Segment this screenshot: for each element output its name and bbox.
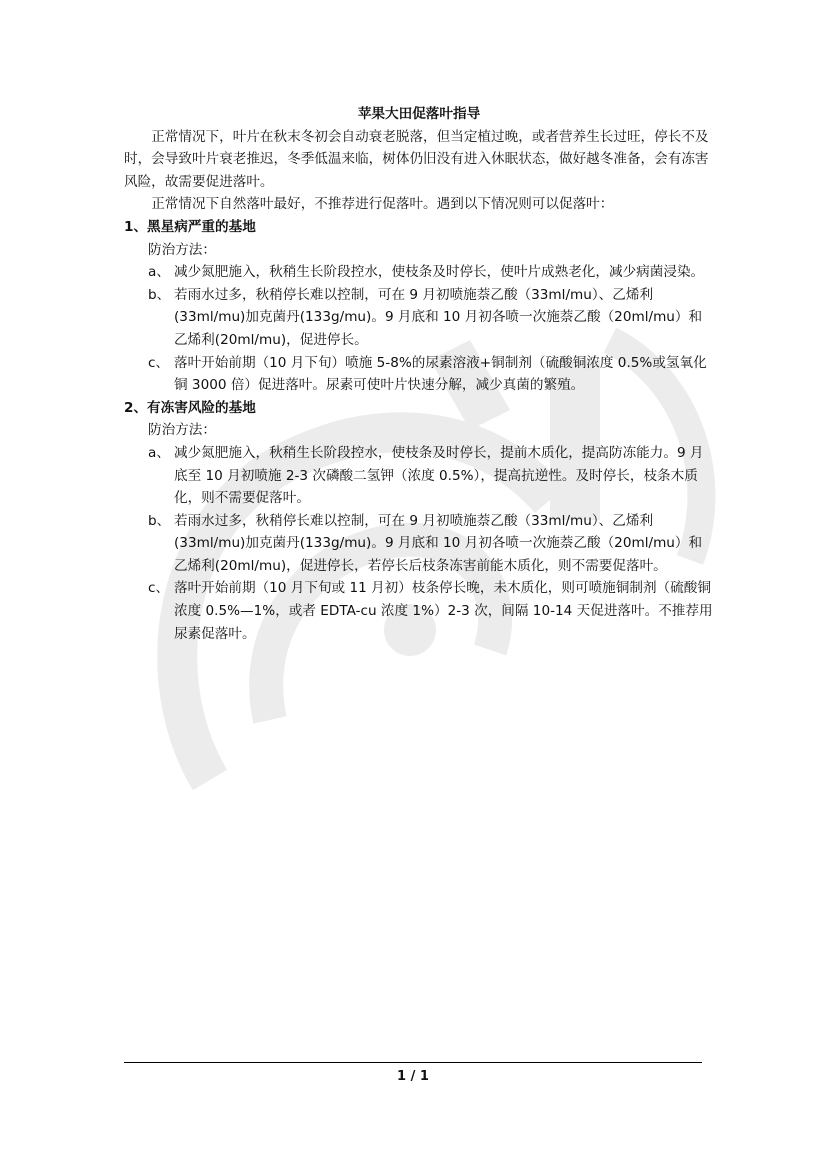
list-item-text: 减少氮肥施入，秋稍生长阶段控水，使枝条及时停长，提前木质化，提高防冻能力。9 月底至 10 月初喷施 2-3 次磷酸二氢钾（浓度 0.5%），提高抗逆性。及时停长，枝条木质化，则不需要促落叶。 [174, 444, 704, 507]
list-item [124, 442, 714, 510]
list-item [124, 510, 714, 578]
list-marker: b、 [148, 512, 171, 529]
list-marker: b、 [148, 286, 171, 303]
method-label: 防治方法： [148, 241, 216, 258]
list-marker: c、 [148, 354, 170, 371]
list-item [124, 577, 714, 645]
page-number: 1 / 1 [397, 1069, 429, 1084]
list-item-text: 若雨水过多，秋稍停长难以控制，可在 9 月初喷施萘乙酸（33ml/mu）、乙烯利(33ml/mu)加克菌丹(133g/mu)。9 月底和 10 月初各喷一次施萘乙酸（20ml/mu）和乙烯利(20ml/mu)，促进停长。 [174, 286, 703, 348]
list-marker: c、 [148, 580, 170, 597]
section-heading: 1、黑星病严重的基地 [124, 218, 256, 235]
document-title: 苹果大田促落叶指导 [357, 106, 481, 122]
list-marker: a、 [148, 444, 170, 461]
document-body [124, 103, 714, 645]
list-item-text: 落叶开始前期（10 月下旬或 11 月初）枝条停长晚，未木质化，则可喷施铜制剂（硫酸铜浓度 0.5%—1%，或者 EDTA-cu 浓度 1%）2-3 次，间隔 10-14 天促进落叶。不推荐用尿素促落叶。 [174, 580, 713, 642]
intro-paragraph: 正常情况下自然落叶最好，不推荐进行促落叶。遇到以下情况则可以促落叶： [151, 196, 614, 213]
list-item [124, 284, 714, 352]
list-marker: a、 [148, 264, 170, 281]
list-item [124, 261, 714, 284]
list-item-text: 减少氮肥施入，秋稍生长阶段控水，使枝条及时停长，使叶片成熟老化，减少病菌浸染。 [174, 264, 705, 281]
footer-divider [124, 1062, 702, 1063]
section-heading: 2、有冻害风险的基地 [124, 399, 256, 416]
list-item-text: 若雨水过多，秋稍停长难以控制，可在 9 月初喷施萘乙酸（33ml/mu）、乙烯利(33ml/mu)加克菌丹(133g/mu)。9 月底和 10 月初各喷一次施萘乙酸（20ml/mu）和乙烯利(20ml/mu)，促进停长，若停长后枝条冻害前能木质化，则不需要促落叶。 [174, 512, 703, 574]
intro-paragraph: 正常情况下，叶片在秋末冬初会自动衰老脱落，但当定植过晚，或者营养生长过旺，停长不及时，会导致叶片衰老推迟，冬季低温来临，树体仍旧没有进入休眠状态，做好越冬准备，会有冻害风险，故需要促进落叶。 [124, 128, 709, 190]
list-item [124, 352, 714, 397]
section-black-star-disease [124, 216, 714, 397]
method-label: 防治方法： [148, 422, 216, 439]
list-item-text: 落叶开始前期（10 月下旬）喷施 5-8%的尿素溶液+铜制剂（硫酸铜浓度 0.5%或氢氧化铜 3000 倍）促进落叶。尿素可使叶片快速分解，减少真菌的繁殖。 [174, 354, 707, 394]
section-frost-risk [124, 397, 714, 646]
